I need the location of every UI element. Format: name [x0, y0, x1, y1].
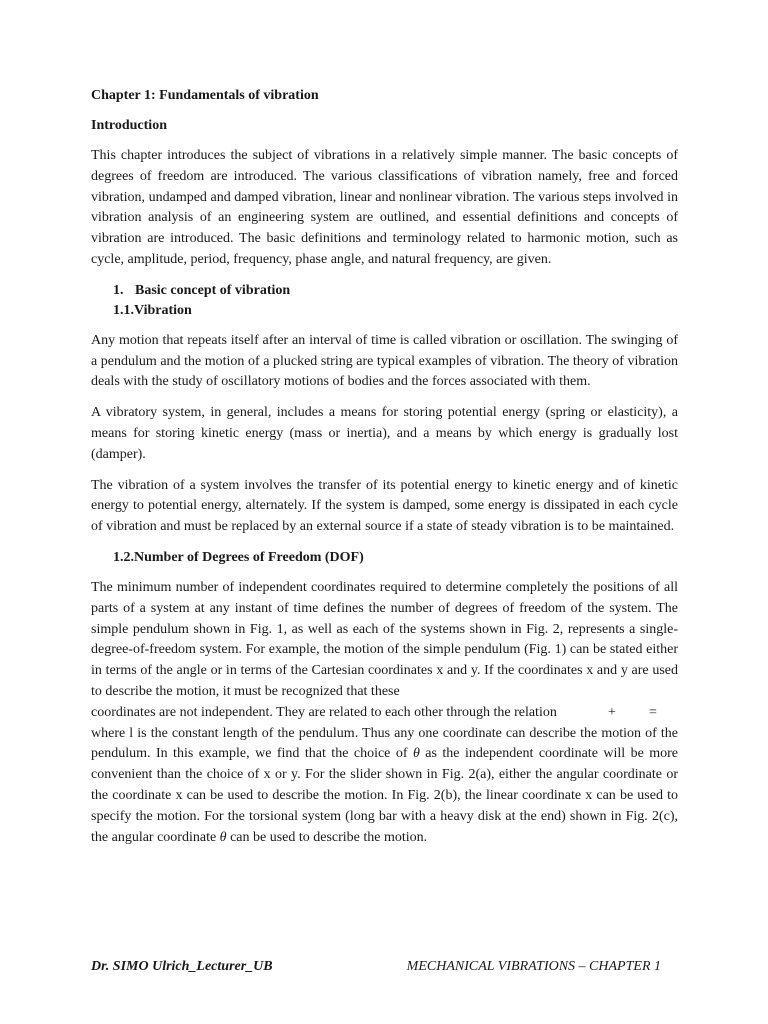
theta-symbol-1: θ: [412, 746, 420, 762]
dof-text-b: as the independent coordinate will be more convenient than the choice of x or y. For the slider shown in Fig. 2(a), either the angular coordinate or the coordinate x can be used to describe the motion. In Fig. 2(b), the linear coordinate x can be used to specify the motion. For the torsional system (long bar with a heavy disk at the end) shown in Fig. 2(c), the angular coordinate: [91, 746, 679, 845]
dof-paragraph-main: The minimum number of independent coordinates required to determine completely the positions of all parts of a system at any instant of time defines the number of degrees of freedom of the system. The simple pendulum shown in Fig. 1, as well as each of the systems shown in Fig. 2, represents a single-degree-of-freedom system. For example, the motion of the simple pendulum (Fig. 1) can be stated either in terms of the angle or in terms of the Cartesian coordinates x and y. If the coordinates x and y are used to describe the motion, it must be recognized that these: [91, 579, 678, 699]
dof-text-a: where l is the constant length of the pendulum. Thus any one coordinate can describe the motion of the pendulum. In this example, we find that the choice of: [91, 725, 678, 762]
subsection-1-2-heading: 1.2.Number of Degrees of Freedom (DOF): [113, 549, 364, 565]
relation-line: [91, 703, 678, 724]
vibration-paragraph-2: A vibratory system, in general, includes a means for storing potential energy (spring or elasticity), a means for storing kinetic energy (mass or inertia), and a means by which energy is gradually lost (damper).: [91, 405, 678, 462]
introduction-heading: Introduction: [91, 118, 167, 133]
introduction-paragraph: This chapter introduces the subject of vibrations in a relatively simple manner. The basic concepts of degrees of freedom are introduced. The various classifications of vibration namely, free and forced vibration, undamped and damped vibration, linear and nonlinear vibration. The various steps involved in vibration analysis of an engineering system are outlined, and essential definitions and concepts of vibration are introduced. The basic definitions and terminology related to harmonic motion, such as cycle, amplitude, period, frequency, phase angle, and natural frequency, are given.: [91, 148, 678, 267]
relation-text: coordinates are not independent. They are related to each other through the relation: [91, 704, 557, 720]
section-1-title: Basic concept of vibration: [135, 282, 291, 298]
section-1-number: 1.: [113, 282, 124, 298]
footer-author: Dr. SIMO Ulrich_Lecturer_UB: [91, 959, 273, 974]
vibration-paragraph-1: Any motion that repeats itself after an interval of time is called vibration or oscillation. The swinging of a pendulum and the motion of a plucked string are typical examples of vibration. The theory of vibration deals with the study of oscillatory motions of bodies and the forces associated with them.: [91, 332, 678, 390]
dof-text-c: can be used to describe the motion.: [230, 829, 428, 845]
equation-equals: =: [649, 704, 657, 720]
footer-course: MECHANICAL VIBRATIONS – CHAPTER 1: [406, 959, 661, 974]
dof-paragraph: [91, 578, 678, 703]
section-1-heading: [91, 281, 678, 301]
dof-paragraph-continued: [91, 724, 678, 849]
theta-symbol-2: θ: [219, 829, 227, 845]
document-page: [91, 86, 678, 858]
subsection-1-1-heading: 1.1.Vibration: [113, 302, 192, 318]
relation-equation: [601, 703, 678, 724]
chapter-title: Chapter 1: Fundamentals of vibration: [91, 88, 319, 103]
vibration-paragraph-3: The vibration of a system involves the transfer of its potential energy to kinetic energy and of kinetic energy to potential energy, alternately. If the system is damped, some energy is dissipated in each cycle of vibration and must be replaced by an external source if a state of steady vibration is to be maintained.: [91, 477, 678, 535]
equation-plus: +: [608, 704, 616, 720]
page-footer: [91, 959, 661, 975]
